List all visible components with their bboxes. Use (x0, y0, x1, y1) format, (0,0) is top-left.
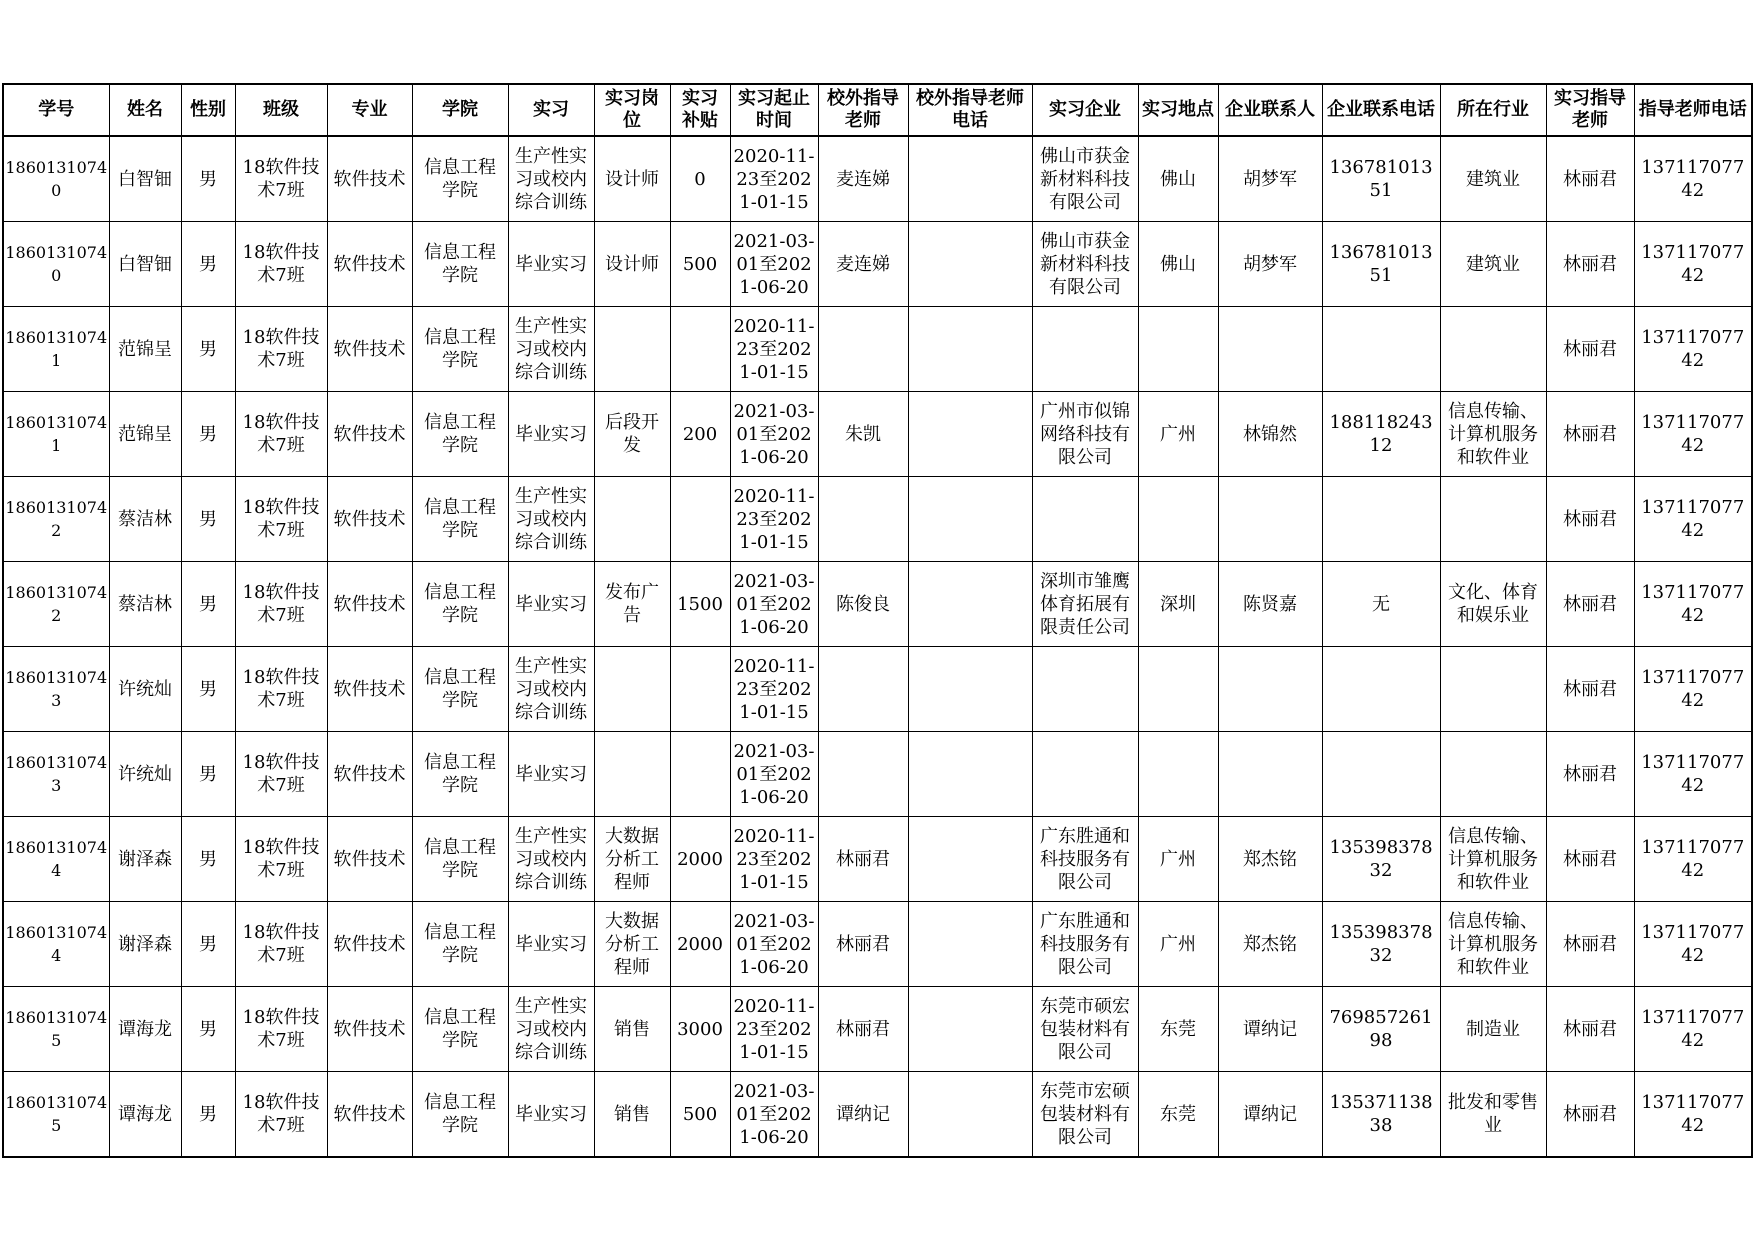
cell-college: 信息工程学院 (412, 307, 508, 392)
cell-advisor-phone: 13711707742 (1634, 562, 1752, 647)
table-body (3, 136, 1752, 1157)
cell-student-id: 18601310740 (3, 136, 109, 222)
cell-company-phone: 13678101351 (1322, 222, 1440, 307)
table-row (3, 817, 1752, 902)
cell-name: 白智钿 (109, 222, 181, 307)
header-position: 实习岗位 (594, 84, 670, 136)
cell-period (730, 222, 818, 307)
cell-external-advisor: 麦连娣 (818, 136, 908, 222)
cell-student-id: 18601310744 (3, 817, 109, 902)
cell-allowance (670, 477, 730, 562)
cell-class: 18软件技术7班 (235, 987, 327, 1072)
cell-industry: 建筑业 (1440, 222, 1546, 307)
cell-name: 许统灿 (109, 647, 181, 732)
cell-gender: 男 (181, 136, 235, 222)
cell-major: 软件技术 (327, 222, 412, 307)
cell-advisor: 林丽君 (1546, 392, 1634, 477)
cell-advisor: 林丽君 (1546, 477, 1634, 562)
cell-class: 18软件技术7班 (235, 477, 327, 562)
cell-advisor: 林丽君 (1546, 136, 1634, 222)
cell-allowance (670, 647, 730, 732)
cell-advisor: 林丽君 (1546, 987, 1634, 1072)
cell-position (594, 647, 670, 732)
cell-name: 白智钿 (109, 136, 181, 222)
cell-gender: 男 (181, 562, 235, 647)
cell-class: 18软件技术7班 (235, 222, 327, 307)
cell-external-advisor-phone (908, 1072, 1032, 1158)
cell-class: 18软件技术7班 (235, 562, 327, 647)
cell-allowance: 1500 (670, 562, 730, 647)
cell-period (730, 307, 818, 392)
cell-position: 销售 (594, 1072, 670, 1158)
cell-external-advisor-phone (908, 902, 1032, 987)
cell-advisor-phone: 13711707742 (1634, 477, 1752, 562)
cell-company (1032, 477, 1138, 562)
table-header (3, 84, 1752, 136)
cell-company-contact: 胡梦军 (1218, 136, 1322, 222)
cell-external-advisor-phone (908, 136, 1032, 222)
cell-industry: 文化、体育和娱乐业 (1440, 562, 1546, 647)
period-text: 2020-11-23至2021-01-15 (733, 315, 815, 383)
cell-major: 软件技术 (327, 562, 412, 647)
cell-company (1032, 307, 1138, 392)
cell-student-id: 18601310741 (3, 307, 109, 392)
cell-external-advisor-phone (908, 477, 1032, 562)
cell-allowance: 2000 (670, 902, 730, 987)
cell-student-id: 18601310742 (3, 477, 109, 562)
cell-name: 谢泽森 (109, 817, 181, 902)
cell-external-advisor-phone (908, 817, 1032, 902)
cell-allowance: 2000 (670, 817, 730, 902)
cell-student-id: 18601310742 (3, 562, 109, 647)
cell-advisor-phone: 13711707742 (1634, 136, 1752, 222)
cell-period (730, 817, 818, 902)
cell-external-advisor: 朱凯 (818, 392, 908, 477)
cell-period (730, 477, 818, 562)
cell-location: 广州 (1138, 902, 1218, 987)
header-location: 实习地点 (1138, 84, 1218, 136)
cell-location: 东莞 (1138, 1072, 1218, 1158)
cell-internship-type: 毕业实习 (508, 562, 594, 647)
cell-name: 谭海龙 (109, 1072, 181, 1158)
cell-student-id: 18601310741 (3, 392, 109, 477)
cell-college: 信息工程学院 (412, 1072, 508, 1158)
cell-company: 广东胜通和科技服务有限公司 (1032, 902, 1138, 987)
cell-company-contact: 林锦然 (1218, 392, 1322, 477)
cell-company-phone: 13537113838 (1322, 1072, 1440, 1158)
cell-internship-type: 毕业实习 (508, 732, 594, 817)
cell-advisor: 林丽君 (1546, 307, 1634, 392)
cell-company-phone: 18811824312 (1322, 392, 1440, 477)
cell-student-id: 18601310743 (3, 732, 109, 817)
cell-position (594, 307, 670, 392)
cell-advisor: 林丽君 (1546, 732, 1634, 817)
cell-company-contact: 胡梦军 (1218, 222, 1322, 307)
period-text: 2020-11-23至2021-01-15 (733, 655, 815, 723)
cell-name: 许统灿 (109, 732, 181, 817)
cell-company-phone (1322, 307, 1440, 392)
header-class: 班级 (235, 84, 327, 136)
period-text: 2021-03-01至2021-06-20 (733, 910, 815, 978)
period-text: 2020-11-23至2021-01-15 (733, 145, 815, 213)
cell-company-contact (1218, 647, 1322, 732)
cell-gender: 男 (181, 1072, 235, 1158)
table-row (3, 987, 1752, 1072)
cell-position: 后段开发 (594, 392, 670, 477)
header-name: 姓名 (109, 84, 181, 136)
period-text: 2020-11-23至2021-01-15 (733, 825, 815, 893)
header-company-phone: 企业联系电话 (1322, 84, 1440, 136)
cell-class: 18软件技术7班 (235, 817, 327, 902)
cell-advisor-phone: 13711707742 (1634, 392, 1752, 477)
cell-major: 软件技术 (327, 477, 412, 562)
cell-major: 软件技术 (327, 1072, 412, 1158)
cell-company (1032, 732, 1138, 817)
cell-company (1032, 647, 1138, 732)
cell-company-contact: 谭纳记 (1218, 1072, 1322, 1158)
cell-major: 软件技术 (327, 987, 412, 1072)
period-text: 2021-03-01至2021-06-20 (733, 1080, 815, 1148)
cell-company-contact (1218, 307, 1322, 392)
cell-allowance (670, 732, 730, 817)
cell-advisor: 林丽君 (1546, 817, 1634, 902)
header-external-advisor: 校外指导老师 (818, 84, 908, 136)
cell-college: 信息工程学院 (412, 136, 508, 222)
cell-location: 佛山 (1138, 222, 1218, 307)
cell-position (594, 732, 670, 817)
header-internship-type: 实习 (508, 84, 594, 136)
cell-advisor: 林丽君 (1546, 562, 1634, 647)
cell-industry: 信息传输、计算机服务和软件业 (1440, 817, 1546, 902)
internship-table (2, 83, 1753, 1158)
cell-name: 范锦呈 (109, 307, 181, 392)
table-row (3, 732, 1752, 817)
cell-major: 软件技术 (327, 136, 412, 222)
cell-class: 18软件技术7班 (235, 1072, 327, 1158)
cell-period (730, 647, 818, 732)
cell-advisor-phone: 13711707742 (1634, 987, 1752, 1072)
cell-company-phone: 13539837832 (1322, 817, 1440, 902)
cell-college: 信息工程学院 (412, 732, 508, 817)
cell-position: 大数据分析工程师 (594, 902, 670, 987)
cell-external-advisor (818, 732, 908, 817)
cell-company-phone: 13539837832 (1322, 902, 1440, 987)
cell-industry (1440, 732, 1546, 817)
cell-college: 信息工程学院 (412, 647, 508, 732)
header-row (3, 84, 1752, 136)
period-text: 2021-03-01至2021-06-20 (733, 740, 815, 808)
cell-advisor-phone: 13711707742 (1634, 222, 1752, 307)
cell-gender: 男 (181, 307, 235, 392)
cell-major: 软件技术 (327, 647, 412, 732)
cell-period (730, 902, 818, 987)
cell-position (594, 477, 670, 562)
header-major: 专业 (327, 84, 412, 136)
table-row (3, 307, 1752, 392)
period-text: 2021-03-01至2021-06-20 (733, 230, 815, 298)
cell-internship-type: 生产性实习或校内综合训练 (508, 307, 594, 392)
cell-internship-type: 生产性实习或校内综合训练 (508, 817, 594, 902)
cell-student-id: 18601310745 (3, 987, 109, 1072)
cell-name: 范锦呈 (109, 392, 181, 477)
cell-company-contact: 谭纳记 (1218, 987, 1322, 1072)
cell-company: 东莞市宏硕包装材料有限公司 (1032, 1072, 1138, 1158)
table-row (3, 902, 1752, 987)
cell-industry: 信息传输、计算机服务和软件业 (1440, 392, 1546, 477)
cell-period (730, 562, 818, 647)
cell-class: 18软件技术7班 (235, 902, 327, 987)
cell-college: 信息工程学院 (412, 477, 508, 562)
cell-internship-type: 生产性实习或校内综合训练 (508, 477, 594, 562)
table-row (3, 477, 1752, 562)
cell-location (1138, 477, 1218, 562)
period-text: 2020-11-23至2021-01-15 (733, 485, 815, 553)
cell-location: 深圳 (1138, 562, 1218, 647)
cell-external-advisor-phone (908, 987, 1032, 1072)
header-student-id: 学号 (3, 84, 109, 136)
cell-external-advisor: 林丽君 (818, 817, 908, 902)
cell-external-advisor (818, 647, 908, 732)
cell-position: 大数据分析工程师 (594, 817, 670, 902)
cell-allowance: 3000 (670, 987, 730, 1072)
table-row (3, 562, 1752, 647)
cell-gender: 男 (181, 817, 235, 902)
cell-college: 信息工程学院 (412, 392, 508, 477)
cell-student-id: 18601310744 (3, 902, 109, 987)
cell-advisor: 林丽君 (1546, 1072, 1634, 1158)
cell-industry: 制造业 (1440, 987, 1546, 1072)
header-advisor: 实习指导老师 (1546, 84, 1634, 136)
cell-company: 东莞市硕宏包装材料有限公司 (1032, 987, 1138, 1072)
cell-name: 蔡洁林 (109, 562, 181, 647)
cell-company: 广东胜通和科技服务有限公司 (1032, 817, 1138, 902)
header-college: 学院 (412, 84, 508, 136)
cell-period (730, 136, 818, 222)
cell-industry (1440, 477, 1546, 562)
cell-student-id: 18601310745 (3, 1072, 109, 1158)
cell-advisor-phone: 13711707742 (1634, 817, 1752, 902)
cell-name: 谭海龙 (109, 987, 181, 1072)
cell-company-contact: 郑杰铭 (1218, 902, 1322, 987)
cell-allowance: 200 (670, 392, 730, 477)
cell-company-phone (1322, 647, 1440, 732)
cell-allowance: 500 (670, 1072, 730, 1158)
cell-advisor-phone: 13711707742 (1634, 732, 1752, 817)
cell-external-advisor: 林丽君 (818, 987, 908, 1072)
cell-location (1138, 732, 1218, 817)
cell-location (1138, 307, 1218, 392)
cell-allowance: 500 (670, 222, 730, 307)
cell-location: 佛山 (1138, 136, 1218, 222)
header-allowance: 实习补贴 (670, 84, 730, 136)
cell-external-advisor-phone (908, 732, 1032, 817)
cell-location (1138, 647, 1218, 732)
header-company-contact: 企业联系人 (1218, 84, 1322, 136)
cell-gender: 男 (181, 647, 235, 732)
cell-class: 18软件技术7班 (235, 732, 327, 817)
cell-period (730, 392, 818, 477)
cell-period (730, 732, 818, 817)
cell-class: 18软件技术7班 (235, 647, 327, 732)
cell-location: 广州 (1138, 392, 1218, 477)
cell-internship-type: 生产性实习或校内综合训练 (508, 647, 594, 732)
cell-period (730, 987, 818, 1072)
cell-gender: 男 (181, 732, 235, 817)
cell-advisor-phone: 13711707742 (1634, 902, 1752, 987)
cell-advisor: 林丽君 (1546, 647, 1634, 732)
cell-major: 软件技术 (327, 817, 412, 902)
cell-internship-type: 毕业实习 (508, 902, 594, 987)
table-row (3, 136, 1752, 222)
cell-external-advisor: 陈俊良 (818, 562, 908, 647)
cell-company-phone: 无 (1322, 562, 1440, 647)
cell-company: 佛山市获金新材料科技有限公司 (1032, 222, 1138, 307)
cell-company-phone: 13678101351 (1322, 136, 1440, 222)
cell-industry: 信息传输、计算机服务和软件业 (1440, 902, 1546, 987)
cell-location: 东莞 (1138, 987, 1218, 1072)
cell-internship-type: 毕业实习 (508, 222, 594, 307)
header-advisor-phone: 指导老师电话 (1634, 84, 1752, 136)
cell-industry (1440, 647, 1546, 732)
cell-external-advisor-phone (908, 392, 1032, 477)
period-text: 2020-11-23至2021-01-15 (733, 995, 815, 1063)
cell-college: 信息工程学院 (412, 562, 508, 647)
period-text: 2021-03-01至2021-06-20 (733, 400, 815, 468)
cell-college: 信息工程学院 (412, 902, 508, 987)
cell-external-advisor: 谭纳记 (818, 1072, 908, 1158)
header-company: 实习企业 (1032, 84, 1138, 136)
cell-gender: 男 (181, 222, 235, 307)
cell-position: 销售 (594, 987, 670, 1072)
cell-period (730, 1072, 818, 1158)
cell-industry: 批发和零售业 (1440, 1072, 1546, 1158)
header-period: 实习起止时间 (730, 84, 818, 136)
cell-external-advisor-phone (908, 222, 1032, 307)
cell-internship-type: 毕业实习 (508, 392, 594, 477)
cell-company: 佛山市获金新材料科技有限公司 (1032, 136, 1138, 222)
cell-external-advisor-phone (908, 307, 1032, 392)
cell-company-contact (1218, 477, 1322, 562)
cell-major: 软件技术 (327, 732, 412, 817)
cell-allowance: 0 (670, 136, 730, 222)
table-row (3, 647, 1752, 732)
cell-college: 信息工程学院 (412, 222, 508, 307)
cell-gender: 男 (181, 392, 235, 477)
table-row (3, 1072, 1752, 1158)
header-industry: 所在行业 (1440, 84, 1546, 136)
cell-company-phone (1322, 477, 1440, 562)
cell-company-contact (1218, 732, 1322, 817)
cell-name: 蔡洁林 (109, 477, 181, 562)
period-text: 2021-03-01至2021-06-20 (733, 570, 815, 638)
cell-gender: 男 (181, 902, 235, 987)
cell-external-advisor-phone (908, 562, 1032, 647)
cell-position: 设计师 (594, 222, 670, 307)
cell-gender: 男 (181, 987, 235, 1072)
cell-internship-type: 毕业实习 (508, 1072, 594, 1158)
cell-gender: 男 (181, 477, 235, 562)
cell-external-advisor-phone (908, 647, 1032, 732)
cell-company: 广州市似锦网络科技有限公司 (1032, 392, 1138, 477)
cell-external-advisor (818, 307, 908, 392)
cell-position: 发布广告 (594, 562, 670, 647)
table-row (3, 392, 1752, 477)
header-external-advisor-phone: 校外指导老师电话 (908, 84, 1032, 136)
cell-external-advisor: 林丽君 (818, 902, 908, 987)
cell-company: 深圳市雏鹰体育拓展有限责任公司 (1032, 562, 1138, 647)
cell-allowance (670, 307, 730, 392)
cell-industry (1440, 307, 1546, 392)
cell-location: 广州 (1138, 817, 1218, 902)
cell-company-contact: 郑杰铭 (1218, 817, 1322, 902)
cell-advisor: 林丽君 (1546, 222, 1634, 307)
cell-internship-type: 生产性实习或校内综合训练 (508, 987, 594, 1072)
cell-major: 软件技术 (327, 392, 412, 477)
cell-class: 18软件技术7班 (235, 307, 327, 392)
cell-company-phone: 76985726198 (1322, 987, 1440, 1072)
cell-advisor-phone: 13711707742 (1634, 647, 1752, 732)
cell-name: 谢泽森 (109, 902, 181, 987)
cell-major: 软件技术 (327, 307, 412, 392)
cell-major: 软件技术 (327, 902, 412, 987)
cell-company-phone (1322, 732, 1440, 817)
cell-advisor: 林丽君 (1546, 902, 1634, 987)
cell-student-id: 18601310740 (3, 222, 109, 307)
header-gender: 性别 (181, 84, 235, 136)
cell-external-advisor: 麦连娣 (818, 222, 908, 307)
cell-advisor-phone: 13711707742 (1634, 307, 1752, 392)
cell-position: 设计师 (594, 136, 670, 222)
table-row (3, 222, 1752, 307)
cell-college: 信息工程学院 (412, 987, 508, 1072)
cell-internship-type: 生产性实习或校内综合训练 (508, 136, 594, 222)
cell-company-contact: 陈贤嘉 (1218, 562, 1322, 647)
cell-college: 信息工程学院 (412, 817, 508, 902)
cell-external-advisor (818, 477, 908, 562)
cell-advisor-phone: 13711707742 (1634, 1072, 1752, 1158)
cell-class: 18软件技术7班 (235, 136, 327, 222)
cell-industry: 建筑业 (1440, 136, 1546, 222)
cell-class: 18软件技术7班 (235, 392, 327, 477)
cell-student-id: 18601310743 (3, 647, 109, 732)
